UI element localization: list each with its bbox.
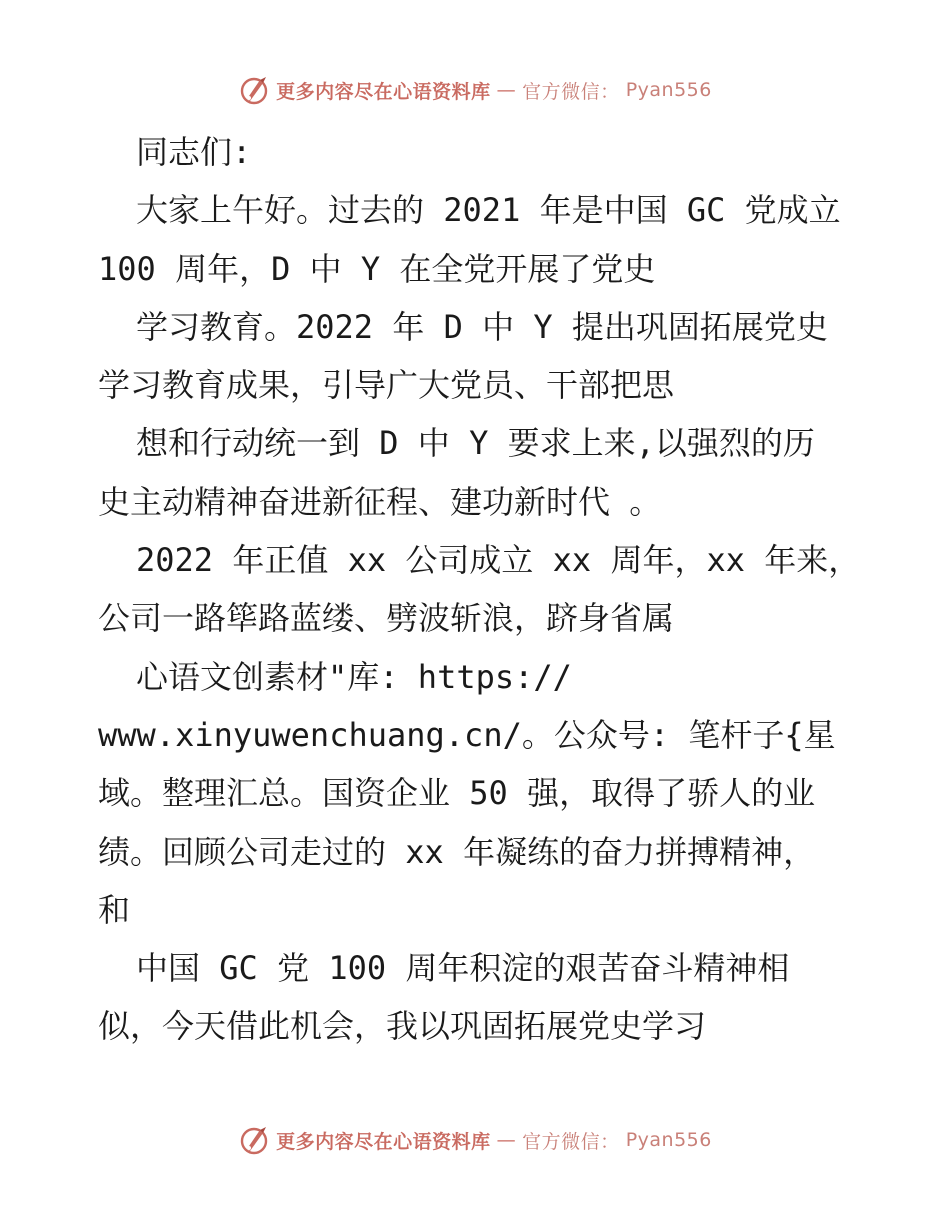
banner-wechat-label: 官方微信： — [522, 1130, 620, 1153]
document-body — [98, 123, 868, 1056]
quill-pen-logo-icon — [238, 74, 270, 106]
body-line: 公司一路筚路蓝缕、劈波斩浪，跻身省属 — [98, 599, 675, 638]
body-line: 大家上午好。过去的 2021 年是中国 GC 党成立 — [136, 191, 841, 230]
body-line: 和 — [98, 890, 131, 929]
header-watermark-banner — [0, 70, 950, 110]
body-line: 2022 年正值 xx 公司成立 xx 周年，xx 年来， — [136, 541, 861, 580]
body-line: 同志们: — [136, 133, 252, 171]
banner-main-text: 更多内容尽在心语资料库 — [276, 1130, 491, 1153]
body-line: 中国 GC 党 100 周年积淀的艰苦奋斗精神相 — [136, 949, 790, 988]
banner-wechat-label: 官方微信： — [522, 80, 620, 103]
body-line: 史主动精神奋进新征程、建功新时代 。 — [98, 482, 662, 521]
body-line: www.xinyuwenchuang.cn/。公众号: 笔杆子{星 — [98, 715, 836, 754]
body-line: 心语文创素材"库: https:// — [136, 657, 572, 696]
body-line: 域。整理汇总。国资企业 50 强，取得了骄人的业 — [98, 774, 816, 813]
banner-dash: — — [496, 1129, 517, 1151]
body-line: 学习教育。2022 年 D 中 Y 提出巩固拓展党史 — [136, 307, 828, 346]
body-line: 绩。回顾公司走过的 xx 年凝练的奋力拼搏精神， — [98, 832, 816, 871]
footer-watermark-banner — [0, 1120, 950, 1160]
banner-wechat-id: Pyan556 — [625, 1129, 712, 1151]
body-line: 100 周年，D 中 Y 在全党开展了党史 — [98, 249, 656, 288]
body-line: 想和行动统一到 D 中 Y 要求上来,以强烈的历 — [136, 424, 815, 463]
banner-wechat-id: Pyan556 — [625, 79, 712, 101]
body-line: 学习教育成果，引导广大党员、干部把思 — [98, 366, 675, 405]
banner-main-text: 更多内容尽在心语资料库 — [276, 80, 491, 103]
quill-pen-logo-icon — [238, 1124, 270, 1156]
body-line: 似，今天借此机会，我以巩固拓展党史学习 — [98, 1007, 707, 1046]
banner-dash: — — [496, 79, 517, 101]
